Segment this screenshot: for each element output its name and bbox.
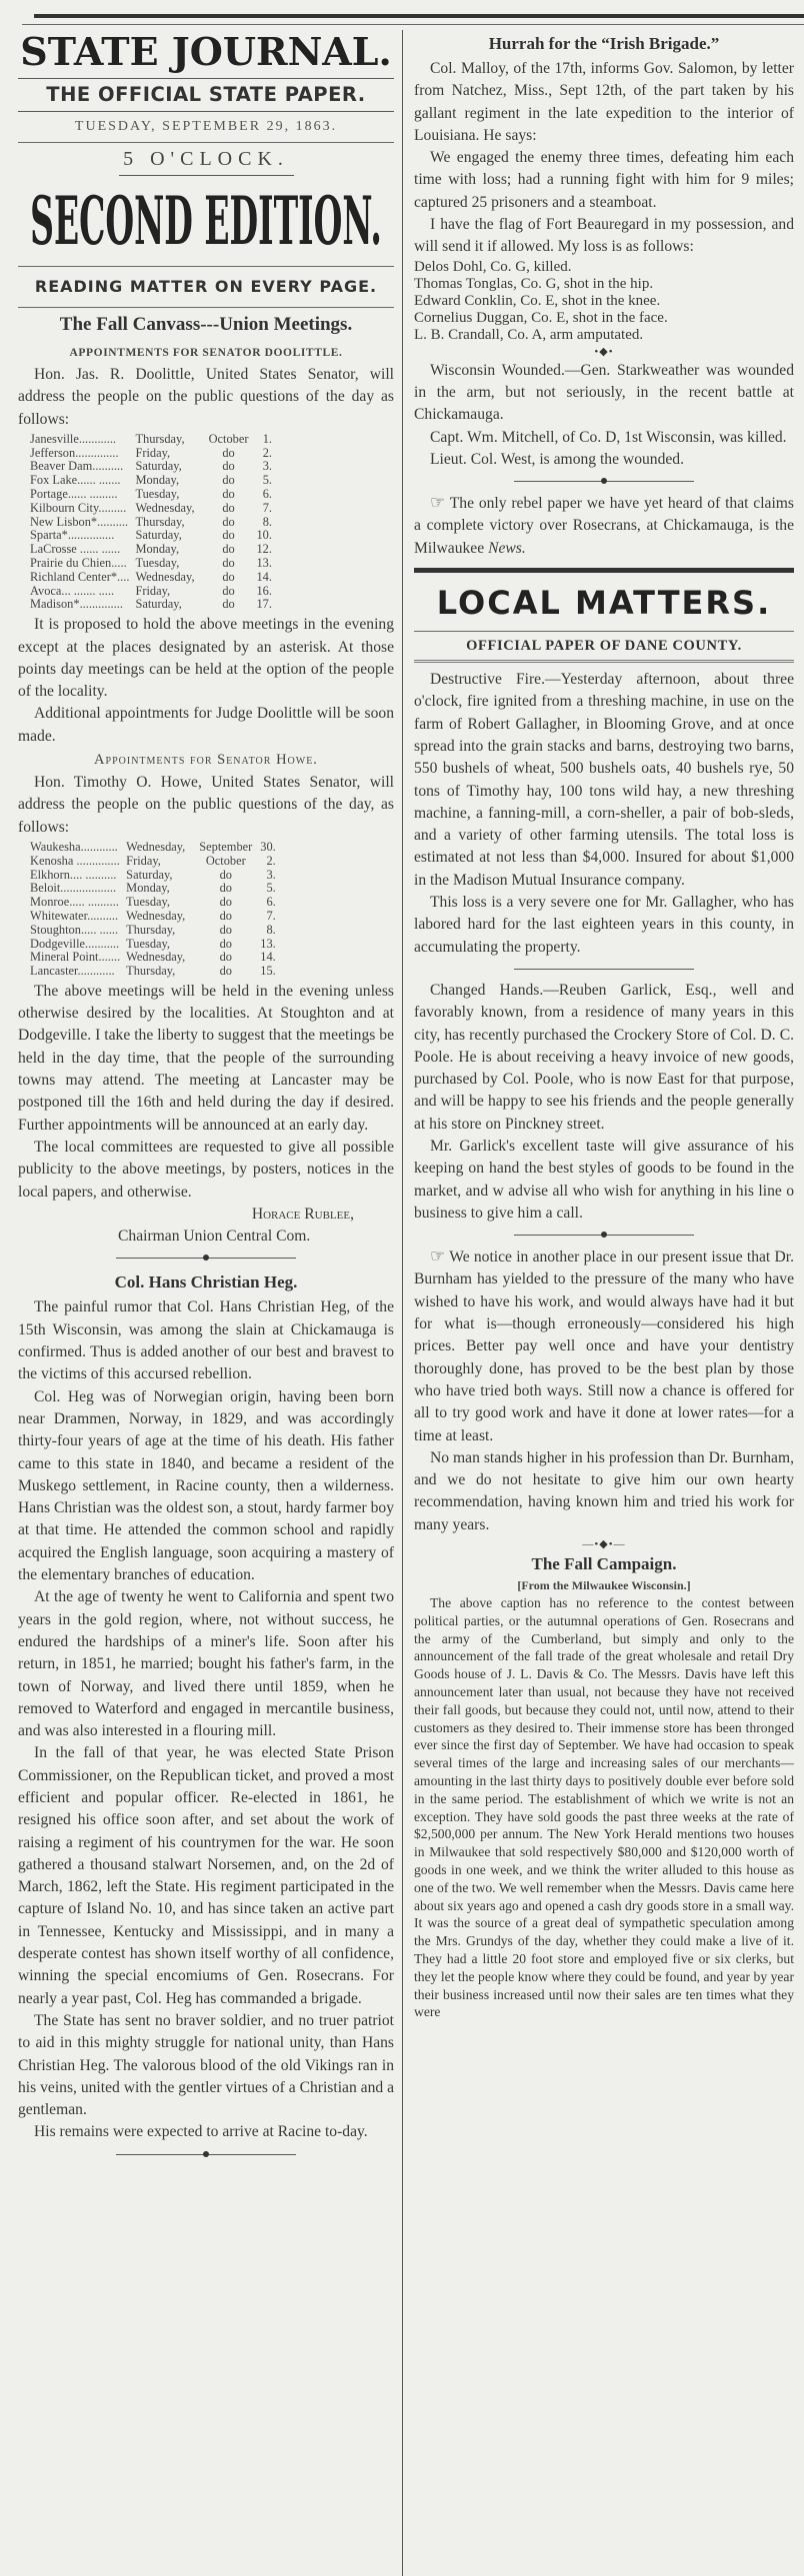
edition-time: 5 O'CLOCK.: [123, 148, 289, 170]
paragraph: This loss is a very severe one for Mr. Gallagher, who has labored hard for the last eighteen years in this county, in accumulating the property.: [414, 894, 794, 956]
list-item: Edward Conklin, Co. E, shot in the knee.: [414, 292, 661, 309]
paragraph: Destructive Fire.—Yesterday afternoon, about three o'clock, fire ignited from a threshing machine, in use on the farm of Robert Gallagher, in Blooming Grove, and at once spread into the grain stacks and barns, destroying two barns, 550 bushels of wheat, 500 bushels oats, 40 bushels rye, 50 tons of Timothy hay, 100 tons wild hay, a new threshing machine, a fanning-mill, a corn-sheller, a pair of bob-sleds, and a variety of other farming utensils. The total loss is estimated at not less than $4,000. Insured for about $1,000 in the Madison Mutual Insurance company.: [414, 671, 794, 889]
place-cell: New Lisbon*..........: [30, 514, 129, 529]
place-cell: Stoughton..... ......: [30, 922, 119, 937]
paragraph-text: The only rebel paper we have yet heard of that claims a complete victory over Rosecrans, at Chickamauga, is the Milwaukee: [414, 495, 794, 557]
table-row: [30, 896, 276, 910]
place-cell: Beaver Dam..........: [30, 459, 124, 474]
month-cell: September: [199, 839, 253, 854]
list-item: Delos Dohl, Co. G, killed.: [414, 258, 572, 275]
paragraph: Additional appointments for Judge Doolittle will be soon made.: [18, 705, 394, 745]
month-cell: do: [219, 936, 232, 951]
paragraph: [414, 1246, 794, 1447]
paragraph: The State has sent no braver soldier, and no truer patriot to aid in this mighty struggle for national unity, than Hans Christian Heg. The valorous blood of the old Vikings ran in his veins, united with the gentler virtues of a Christian and a gentleman.: [18, 2011, 394, 2119]
table-row: [30, 571, 272, 585]
place-cell: Richland Center*....: [30, 569, 130, 584]
month-cell: do: [222, 528, 235, 543]
table-row: [30, 433, 272, 447]
signature-title: Chairman Union Central Com.: [118, 1228, 311, 1246]
place-cell: Lancaster............: [30, 964, 115, 979]
quoted-paragraph: I have the flag of Fort Beauregard in my possession, and will send it if allowed. My loss is as follows:: [414, 216, 794, 256]
day-cell: Thursday,: [135, 431, 185, 446]
right-column: [414, 26, 794, 2021]
paragraph: No man stands higher in his profession than Dr. Burnham, and we do not hesitate to give him our own hearty recommendation, having known him and tried his work for many years.: [414, 1448, 794, 1533]
table-row: [30, 447, 272, 461]
divider: [116, 2154, 296, 2155]
table-row: [30, 924, 276, 938]
day-cell: Friday,: [126, 853, 161, 868]
date-cell: 5.: [266, 881, 276, 896]
date-cell: 7.: [266, 908, 276, 923]
place-cell: Sparta*...............: [30, 528, 115, 543]
place-cell: Janesville............: [30, 431, 117, 446]
day-cell: Wednesday,: [135, 500, 195, 515]
day-cell: Saturday,: [135, 528, 182, 543]
day-cell: Saturday,: [135, 459, 182, 474]
place-cell: Beloit..................: [30, 881, 117, 896]
edition-title: SECOND EDITION.: [30, 182, 382, 260]
table-row: [30, 965, 276, 979]
table-row: [30, 557, 272, 571]
paragraph: The painful rumor that Col. Hans Christian Heg, of the 15th Wisconsin, was among the slain at Chickamauga is confirmed. Thus is added another of our best and bravest to the victims of this accursed rebellion.: [18, 1298, 394, 1383]
table-row: [30, 502, 272, 516]
list-item: Cornelius Duggan, Co. E, shot in the face.: [414, 309, 668, 326]
month-cell: do: [219, 867, 232, 882]
casualty-list: [414, 259, 794, 344]
paragraph: The local committees are requested to give all possible publicity to the above meetings, by posters, notices in the local papers, and otherwise.: [18, 1138, 394, 1201]
month-cell: do: [222, 542, 235, 557]
table-row: [30, 951, 276, 965]
banner: READING MATTER ON EVERY PAGE.: [18, 266, 394, 308]
month-cell: do: [222, 597, 235, 612]
place-cell: Kenosha ..............: [30, 853, 120, 868]
paragraph: His remains were expected to arrive at Racine to-day.: [34, 2123, 368, 2141]
section-rule: [414, 568, 794, 573]
article-headline: Hurrah for the “Irish Brigade.”: [488, 34, 720, 53]
place-cell: Waukesha............: [30, 839, 118, 854]
month-cell: do: [219, 881, 232, 896]
paragraph: Wisconsin Wounded.—Gen. Starkweather was wounded in the arm, but not seriously, in the recent battle at Chickamauga.: [414, 361, 794, 424]
ornament-dot-icon: [203, 1255, 209, 1261]
month-cell: October: [208, 431, 249, 446]
table-row: [30, 910, 276, 924]
article-headline: The Fall Canvass---Union Meetings.: [59, 314, 353, 335]
paragraph: In the fall of that year, he was elected State Prison Commissioner, on the Republican ticket, and proved a most efficient and popular officer. Re-elected in 1861, he resigned his office soon after, and set about the work of raising a regiment of his countrymen for the war. He soon gathered a thousand stalwart Norsemen, and, on the 2d of March, 1862, left the State. His regiment participated in the capture of Island No. 10, and has since taken an active part in Tennessee, Kentucky and Mississippi, and in many a desperate contest has shown itself worthy of all confidence, winning the special encomiums of Gen. Rosecrans. For nearly a year past, Col. Heg has commanded a brigade.: [18, 1744, 394, 2007]
place-cell: Portage...... .........: [30, 487, 118, 502]
paragraph: Lieut. Col. West, is among the wounded.: [430, 450, 684, 468]
paragraph: Hon. Jas. R. Doolittle, United States Senator, will address the people on the public questions of the day as follows:: [18, 366, 394, 428]
day-cell: Thursday,: [126, 964, 176, 979]
table-row: [30, 488, 272, 502]
paragraph: The above caption has no reference to the contest between political parties, or the autumnal operations of Gen. Rosecrans and the army of the Cumberland, but simply and only to the announcement of the fall trade of the great wholesale and retail Dry Goods house of J. L. Davis & Co. The Messrs. Davis have left this announcement later than usual, not because they have not received their fall goods, but because they could not, until now, attend to their customers as they desired to. Their immense store has been thronged ever since the first day of September. We have had occasion to speak several times of the large and increasing sales of our merchants—amounting in the last thirty days to positively double ever before sold in the same period. The establishment of which we write is not an exception. They have sold goods the past three weeks at the rate of $2,500,000 per annum. The New York Herald mentions two houses in Milwaukee that sold respectively $80,000 and $120,000 worth of goods in one week, and we think the writer alluded to this house as one of the two. We well remember when the Messrs. Davis came here about six years ago and opened a cash dry goods store in a small way. It was the source of a great deal of sympathetic speculation among the Mrs. Grundys of the day, whether they could make a live of it. They had a little 20 foot store and employed five or six clerks, but they let the people know where they could be found, and year by year their business increased until now their sales are ten times what they were: [414, 1595, 794, 2020]
newspaper-title: STATE JOURNAL.: [20, 29, 392, 74]
place-cell: Dodgeville...........: [30, 936, 120, 951]
month-cell: do: [219, 895, 232, 910]
place-cell: Whitewater..........: [30, 908, 119, 923]
month-cell: do: [222, 583, 235, 598]
place-cell: Kilbourn City.........: [30, 500, 127, 515]
table-row: [30, 869, 276, 883]
day-cell: Thursday,: [126, 922, 176, 937]
day-cell: Friday,: [135, 583, 171, 598]
paragraph: Col. Malloy, of the 17th, informs Gov. Salomon, by letter from Natchez, Miss., Sept 12th, of the part taken by his gallant regiment in the late expedition to the interior of Louisiana. He says:: [414, 60, 794, 144]
table-row: [30, 585, 272, 599]
month-cell: do: [222, 445, 235, 460]
date-cell: 16.: [256, 583, 272, 598]
table-row: [30, 474, 272, 488]
place-cell: Madison*..............: [30, 597, 123, 612]
date-cell: 2.: [266, 853, 276, 868]
month-cell: do: [222, 473, 235, 488]
paragraph: Changed Hands.—Reuben Garlick, Esq., well and favorably known, from a residence of many years in this city, has recently purchased the Crockery Store of Col. D. C. Poole. He is about receiving a heavy invoice of new goods, purchased by Col. Poole, who is now East for that purpose, and will be happy to see his friends and the people generally at his store on Pinckney street.: [414, 981, 794, 1133]
date-cell: 10.: [256, 528, 272, 543]
place-cell: Monroe..... ..........: [30, 895, 119, 910]
date-cell: 3.: [266, 867, 276, 882]
month-cell: do: [222, 487, 235, 502]
day-cell: Saturday,: [135, 597, 182, 612]
day-cell: Tuesday,: [126, 936, 171, 951]
paragraph: The above meetings will be held in the evening unless otherwise desired by the localities. At Stoughton and at Dodgeville. I take the liberty to suggest that the meetings be held in the day time, that the people of the surrounding towns may attend. The meeting at Lancaster may be postponed till the 16th and held during the day if desired. Further appointments will be announced at an early day.: [18, 982, 394, 1134]
place-cell: Jefferson..............: [30, 445, 119, 460]
date-cell: 17.: [256, 597, 272, 612]
day-cell: Thursday,: [135, 514, 185, 529]
place-cell: Fox Lake...... .......: [30, 473, 121, 488]
ornament-icon: —•◆•—: [582, 1538, 626, 1551]
date-cell: 15.: [260, 964, 276, 979]
list-item: L. B. Crandall, Co. A, arm amputated.: [414, 326, 644, 343]
top-rule: [34, 14, 804, 18]
quoted-paragraph: We engaged the enemy three times, defeating him each time with loss; had a running fight with him for 9 miles; captured 25 prisoners and a steamboat.: [414, 149, 794, 211]
list-item: Thomas Tonglas, Co. G, shot in the hip.: [414, 275, 654, 292]
date-cell: 5.: [262, 473, 272, 488]
issue-date: TUESDAY, SEPTEMBER 29, 1863.: [18, 112, 394, 143]
table-row: [30, 938, 276, 952]
section-title: LOCAL MATTERS.: [414, 575, 794, 632]
month-cell: do: [219, 950, 232, 965]
month-cell: do: [222, 569, 235, 584]
newspaper-subtitle: THE OFFICIAL STATE PAPER.: [18, 78, 394, 112]
day-cell: Friday,: [135, 445, 171, 460]
day-cell: Tuesday,: [126, 895, 171, 910]
month-cell: do: [222, 459, 235, 474]
date-cell: 8.: [262, 514, 272, 529]
doolittle-schedule-table: [30, 433, 272, 612]
paragraph: Col. Heg was of Norwegian origin, having been born near Drammen, Norway, in 1829, and was accordingly thirty-four years of age at the time of his death. His father came to this state in 1840, and became a resident of the Muskego settlement, in Racine county, then a wilderness. Hans Christian was the oldest son, a stout, hardy farmer boy at that time. He attended the common school and rapidly acquired the English language, soon acquiring a mastery of the elementary branches of education.: [18, 1387, 394, 1584]
section-subhead: APPOINTMENTS FOR SENATOR DOOLITTLE.: [69, 347, 343, 359]
table-row: [30, 543, 272, 557]
date-cell: 2.: [262, 445, 272, 460]
day-cell: Monday,: [135, 473, 180, 488]
day-cell: Monday,: [126, 881, 170, 896]
day-cell: Saturday,: [126, 867, 173, 882]
day-cell: Tuesday,: [135, 556, 180, 571]
month-cell: do: [222, 500, 235, 515]
date-cell: 14.: [256, 569, 272, 584]
day-cell: Wednesday,: [126, 950, 186, 965]
divider: [514, 969, 694, 970]
top-rule-thin: [22, 24, 804, 25]
divider: [514, 481, 694, 482]
place-cell: Mineral Point.......: [30, 950, 121, 965]
divider: [116, 1258, 296, 1259]
ornament-dot-icon: [601, 478, 607, 484]
date-cell: 6.: [266, 895, 276, 910]
date-cell: 6.: [262, 487, 272, 502]
table-row: [30, 882, 276, 896]
table-row: [30, 598, 272, 612]
date-cell: 30.: [260, 839, 276, 854]
section-subtitle: OFFICIAL PAPER OF DANE COUNTY.: [414, 632, 794, 663]
date-cell: 13.: [256, 556, 272, 571]
date-cell: 13.: [260, 936, 276, 951]
date-cell: 1.: [262, 431, 272, 446]
left-column: [18, 26, 394, 2165]
day-cell: Wednesday,: [135, 569, 195, 584]
paragraph: At the age of twenty he went to California and spent two years in the gold region, where, not without success, he endured the hardships of a miner's life. Soon after his return, in 1851, he married; bought his father's farm, in the town of Norway, and lived there until 1859, when he removed to Waterford and engaged in mercantile business, and was also interested in a flouring mill.: [18, 1588, 394, 1740]
pointing-hand-icon: ☞: [430, 493, 446, 513]
month-cell: do: [219, 908, 232, 923]
table-row: [30, 841, 276, 855]
date-cell: 8.: [266, 922, 276, 937]
table-row: [30, 516, 272, 530]
newspaper-name: News.: [488, 539, 526, 557]
signature: Horace Rublee,: [251, 1205, 354, 1223]
date-cell: 14.: [260, 950, 276, 965]
month-cell: do: [219, 922, 232, 937]
paragraph-text: We notice in another place in our present issue that Dr. Burnham has yielded to the pressure of the many who have wished to have his work, and would always have had it but for what is—though erroneously—considered his high prices. Better pay well once and have your dentistry thoroughly done, has proved to be the best plan by those who have tried both ways. Still now a chance is offered for all to try good work and have it done at lower rates—for a time at least.: [414, 1249, 794, 1444]
table-row: [30, 460, 272, 474]
masthead: [18, 26, 394, 308]
edition-title-wrap: [18, 176, 394, 266]
campaign-article: [414, 1552, 794, 2021]
howe-schedule-table: [30, 841, 276, 979]
month-cell: do: [219, 964, 232, 979]
table-row: [30, 529, 272, 543]
day-cell: Wednesday,: [126, 908, 186, 923]
paragraph: [414, 492, 794, 560]
article-headline: Col. Hans Christian Heg.: [114, 1273, 298, 1292]
paragraph: Mr. Garlick's excellent taste will give assurance of his keeping on hand the best styles of goods to be found in the market, and w advise all who wish for anything in his line o business to give him a call.: [414, 1137, 794, 1222]
month-cell: do: [222, 556, 235, 571]
pointing-hand-icon: ☞: [430, 1247, 446, 1267]
day-cell: Monday,: [135, 542, 180, 557]
column-divider: [402, 30, 403, 2576]
paragraph: It is proposed to hold the above meetings in the evening except at the places designated by an asterisk. At those points day meetings can be held at the option of the people of the locality.: [18, 616, 394, 701]
month-cell: do: [222, 514, 235, 529]
date-cell: 7.: [262, 500, 272, 515]
date-cell: 12.: [256, 542, 272, 557]
article-source: [From the Milwaukee Wisconsin.]: [517, 1578, 691, 1593]
ornament-dot-icon: [601, 1232, 607, 1238]
place-cell: Avoca... ....... .....: [30, 583, 115, 598]
day-cell: Tuesday,: [135, 487, 180, 502]
place-cell: Elkhorn.... ..........: [30, 867, 117, 882]
date-cell: 3.: [262, 459, 272, 474]
day-cell: Wednesday,: [126, 839, 186, 854]
ornament-icon: •◆•: [594, 345, 614, 358]
divider: [514, 1235, 694, 1236]
place-cell: LaCrosse ...... ......: [30, 542, 121, 557]
month-cell: October: [205, 853, 246, 868]
place-cell: Prairie du Chien.....: [30, 556, 127, 571]
paragraph: Hon. Timothy O. Howe, United States Senator, will address the people on the public questions of the day, as follows:: [18, 774, 394, 836]
section-subhead: Appointments for Senator Howe.: [94, 752, 318, 769]
paragraph: Capt. Wm. Mitchell, of Co. D, 1st Wisconsin, was killed.: [430, 428, 787, 446]
table-row: [30, 855, 276, 869]
ornament-dot-icon: [203, 2151, 209, 2157]
article-headline: The Fall Campaign.: [531, 1554, 677, 1574]
